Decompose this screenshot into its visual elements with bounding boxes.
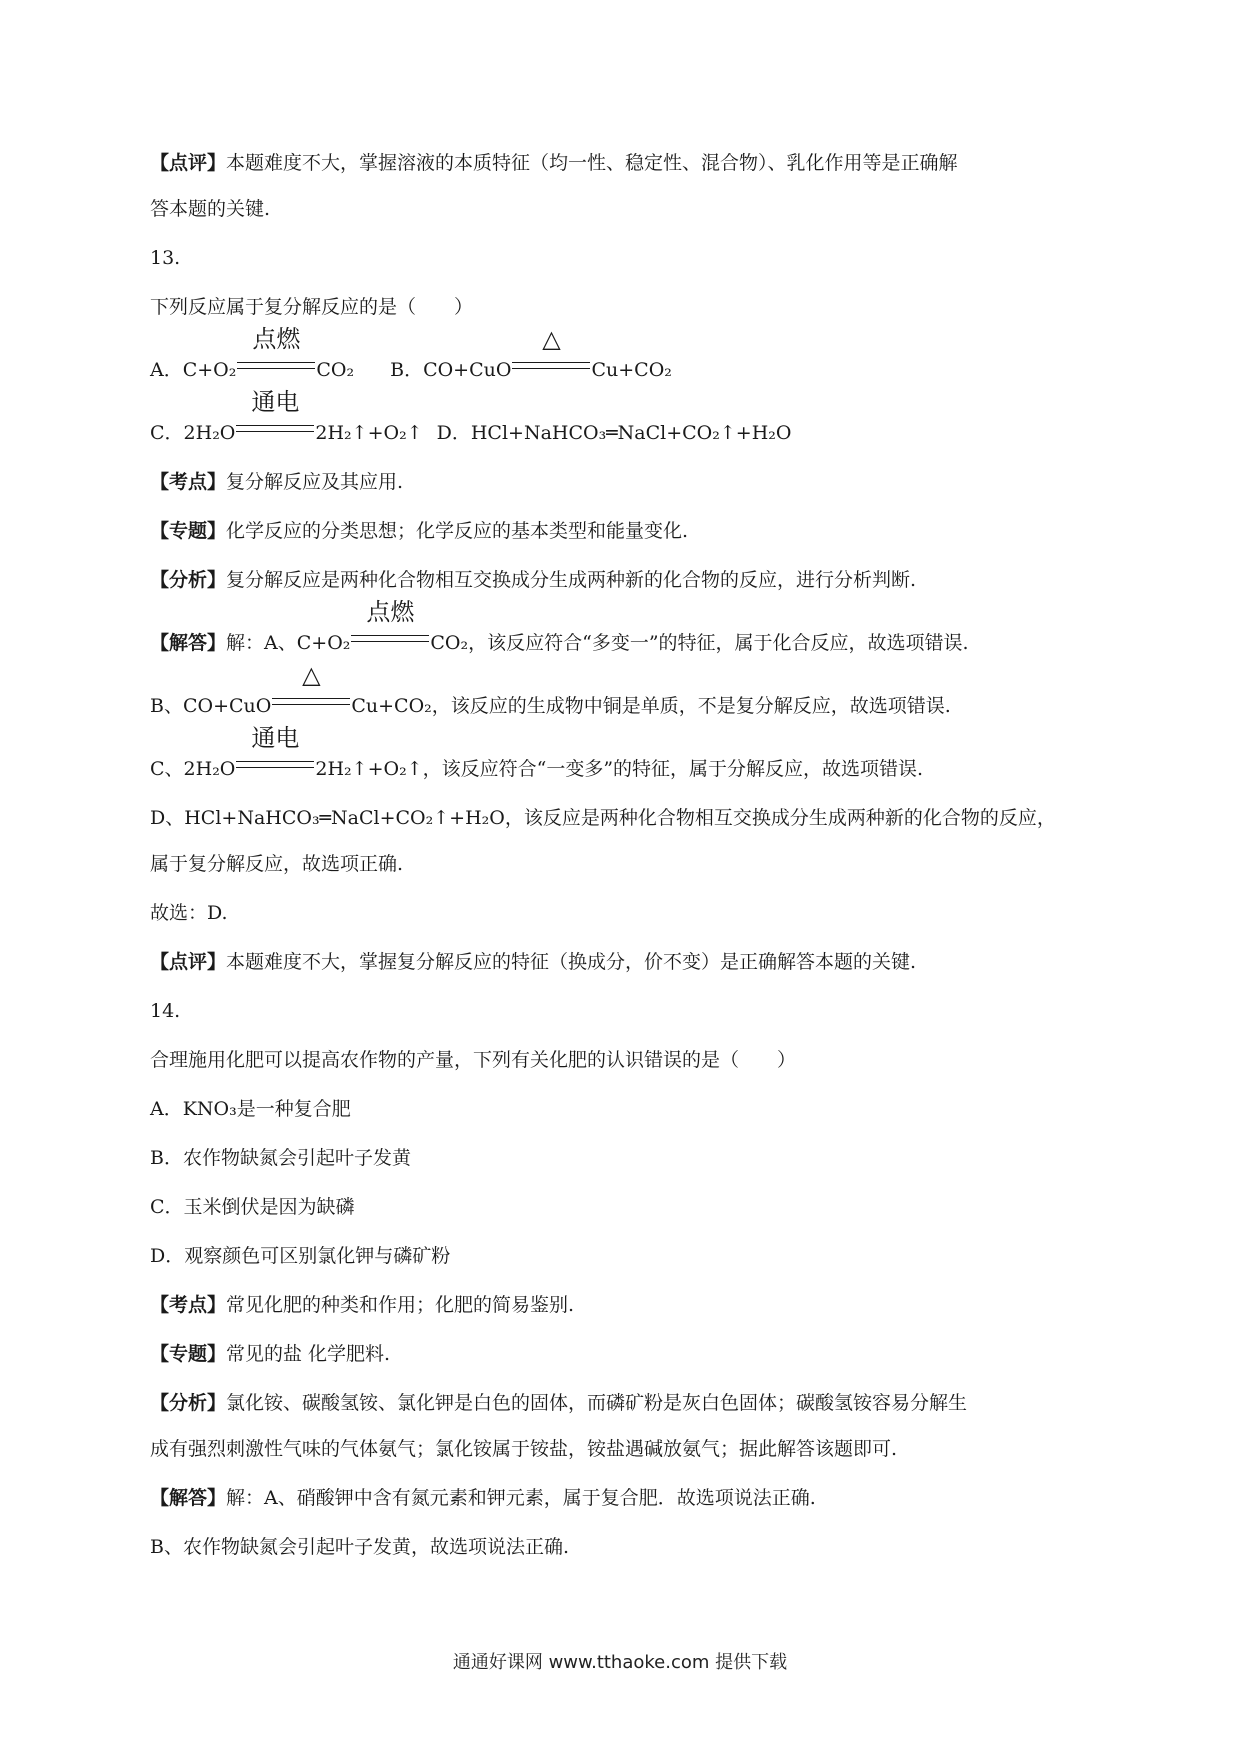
answer-paragraph-a bbox=[150, 598, 1110, 656]
options-row-ab bbox=[150, 325, 1110, 383]
reaction-condition bbox=[272, 661, 350, 712]
reaction-condition bbox=[351, 598, 429, 649]
point-text: 复分解反应及其应用. bbox=[226, 471, 404, 493]
topic-text: 常见的盐 化学肥料. bbox=[226, 1343, 391, 1365]
condition-label: △ bbox=[542, 325, 561, 353]
answer-paragraph-c bbox=[150, 724, 1110, 782]
answer-a-prefix: 解：A、C+O₂ bbox=[226, 632, 351, 654]
point-tag: 【考点】 bbox=[150, 1294, 227, 1316]
answer-paragraph-b bbox=[150, 661, 1110, 719]
option-a-right: CO₂ bbox=[316, 359, 355, 381]
answer-b-suffix: Cu+CO₂，该反应的生成物中铜是单质，不是复分解反应，故选项错误. bbox=[351, 695, 951, 717]
answer-c-suffix: 2H₂↑+O₂↑，该反应符合“一变多”的特征，属于分解反应，故选项错误. bbox=[315, 758, 924, 780]
analysis-text: 复分解反应是两种化合物相互交换成分生成两种新的化合物的反应，进行分析判断. bbox=[226, 569, 917, 591]
comment-paragraph bbox=[150, 150, 1110, 176]
condition-label: 通电 bbox=[251, 388, 300, 416]
condition-label: 通电 bbox=[251, 724, 300, 752]
comment-text: 答本题的关键. bbox=[150, 198, 271, 220]
question-number: 13. bbox=[150, 247, 181, 269]
option-d: D．观察颜色可区别氯化钾与磷矿粉 bbox=[150, 1245, 451, 1267]
topic-paragraph bbox=[150, 1341, 1110, 1367]
topic-tag: 【专题】 bbox=[150, 520, 227, 542]
equals-bars bbox=[236, 761, 314, 768]
point-paragraph bbox=[150, 469, 1110, 495]
comment-paragraph-continued bbox=[150, 196, 1110, 222]
analysis-tag: 【分析】 bbox=[150, 569, 227, 591]
condition-label: 点燃 bbox=[366, 598, 415, 626]
equals-bars bbox=[272, 698, 350, 705]
answer-tag: 【解答】 bbox=[150, 1487, 227, 1509]
option-a-left: A．C+O₂ bbox=[150, 359, 237, 381]
condition-label: 点燃 bbox=[252, 325, 301, 353]
option-d: D．HCl+NaHCO₃═NaCl+CO₂↑+H₂O bbox=[436, 422, 792, 444]
answer-paragraph-d: D、HCl+NaHCO₃═NaCl+CO₂↑+H₂O，该反应是两种化合物相互交换成分生成两种新的化合物的反应， bbox=[150, 807, 1056, 829]
comment-paragraph bbox=[150, 949, 1110, 975]
point-text: 常见化肥的种类和作用；化肥的简易鉴别. bbox=[226, 1294, 575, 1316]
option-a: A．KNO₃是一种复合肥 bbox=[150, 1098, 351, 1120]
equals-bars bbox=[512, 362, 590, 369]
answer-b-prefix: B、CO+CuO bbox=[150, 695, 272, 717]
question-number: 14. bbox=[150, 1000, 181, 1022]
option-b-right: Cu+CO₂ bbox=[591, 359, 672, 381]
options-row-cd bbox=[150, 388, 1110, 446]
condition-label: △ bbox=[302, 661, 321, 689]
question-stem: 下列反应属于复分解反应的是（ ） bbox=[150, 296, 474, 318]
topic-tag: 【专题】 bbox=[150, 1343, 227, 1365]
option-b-left: B．CO+CuO bbox=[390, 359, 512, 381]
answer-tag: 【解答】 bbox=[150, 632, 227, 654]
reaction-condition bbox=[512, 325, 590, 376]
point-tag: 【考点】 bbox=[150, 471, 227, 493]
analysis-text: 氯化铵、碳酸氢铵、氯化钾是白色的固体，而磷矿粉是灰白色固体；碳酸氢铵容易分解生 bbox=[226, 1392, 968, 1414]
analysis-paragraph-continued: 成有强烈刺激性气味的气体氨气；氯化铵属于铵盐，铵盐遇碱放氨气；据此解答该题即可. bbox=[150, 1438, 898, 1460]
answer-a-suffix: CO₂，该反应符合“多变一”的特征，属于化合反应，故选项错误. bbox=[430, 632, 969, 654]
option-c: C．玉米倒伏是因为缺磷 bbox=[150, 1196, 355, 1218]
option-c-right: 2H₂↑+O₂↑ bbox=[315, 422, 423, 444]
answer-paragraph-a bbox=[150, 1485, 1110, 1511]
reaction-condition bbox=[236, 724, 314, 775]
option-c-left: C．2H₂O bbox=[150, 422, 236, 444]
answer-paragraph-d-continued: 属于复分解反应，故选项正确. bbox=[150, 853, 404, 875]
page-footer: 通通好课网 www.tthaoke.com 提供下载 bbox=[452, 1652, 788, 1673]
question-stem: 合理施用化肥可以提高农作物的产量，下列有关化肥的认识错误的是（ ） bbox=[150, 1049, 797, 1071]
answer-c-prefix: C、2H₂O bbox=[150, 758, 236, 780]
comment-tag: 【点评】 bbox=[150, 951, 227, 973]
comment-text: 本题难度不大，掌握复分解反应的特征（换成分，价不变）是正确解答本题的关键. bbox=[226, 951, 917, 973]
comment-text: 本题难度不大，掌握溶液的本质特征（均一性、稳定性、混合物）、乳化作用等是正确解 bbox=[226, 152, 958, 174]
equals-bars bbox=[237, 362, 315, 369]
final-choice: 故选：D. bbox=[150, 902, 228, 924]
reaction-condition bbox=[237, 325, 315, 376]
option-b: B．农作物缺氮会引起叶子发黄 bbox=[150, 1147, 411, 1169]
point-paragraph bbox=[150, 1292, 1110, 1318]
topic-paragraph bbox=[150, 518, 1110, 544]
topic-text: 化学反应的分类思想；化学反应的基本类型和能量变化. bbox=[226, 520, 689, 542]
analysis-tag: 【分析】 bbox=[150, 1392, 227, 1414]
comment-tag: 【点评】 bbox=[150, 152, 227, 174]
equals-bars bbox=[236, 425, 314, 432]
analysis-paragraph bbox=[150, 567, 1110, 593]
document-page bbox=[150, 150, 1110, 1583]
answer-a-text: 解：A、硝酸钾中含有氮元素和钾元素，属于复合肥．故选项说法正确. bbox=[226, 1487, 816, 1509]
reaction-condition bbox=[236, 388, 314, 439]
equals-bars bbox=[351, 635, 429, 642]
analysis-paragraph bbox=[150, 1390, 1110, 1416]
answer-paragraph-b: B、农作物缺氮会引起叶子发黄，故选项说法正确. bbox=[150, 1536, 570, 1558]
